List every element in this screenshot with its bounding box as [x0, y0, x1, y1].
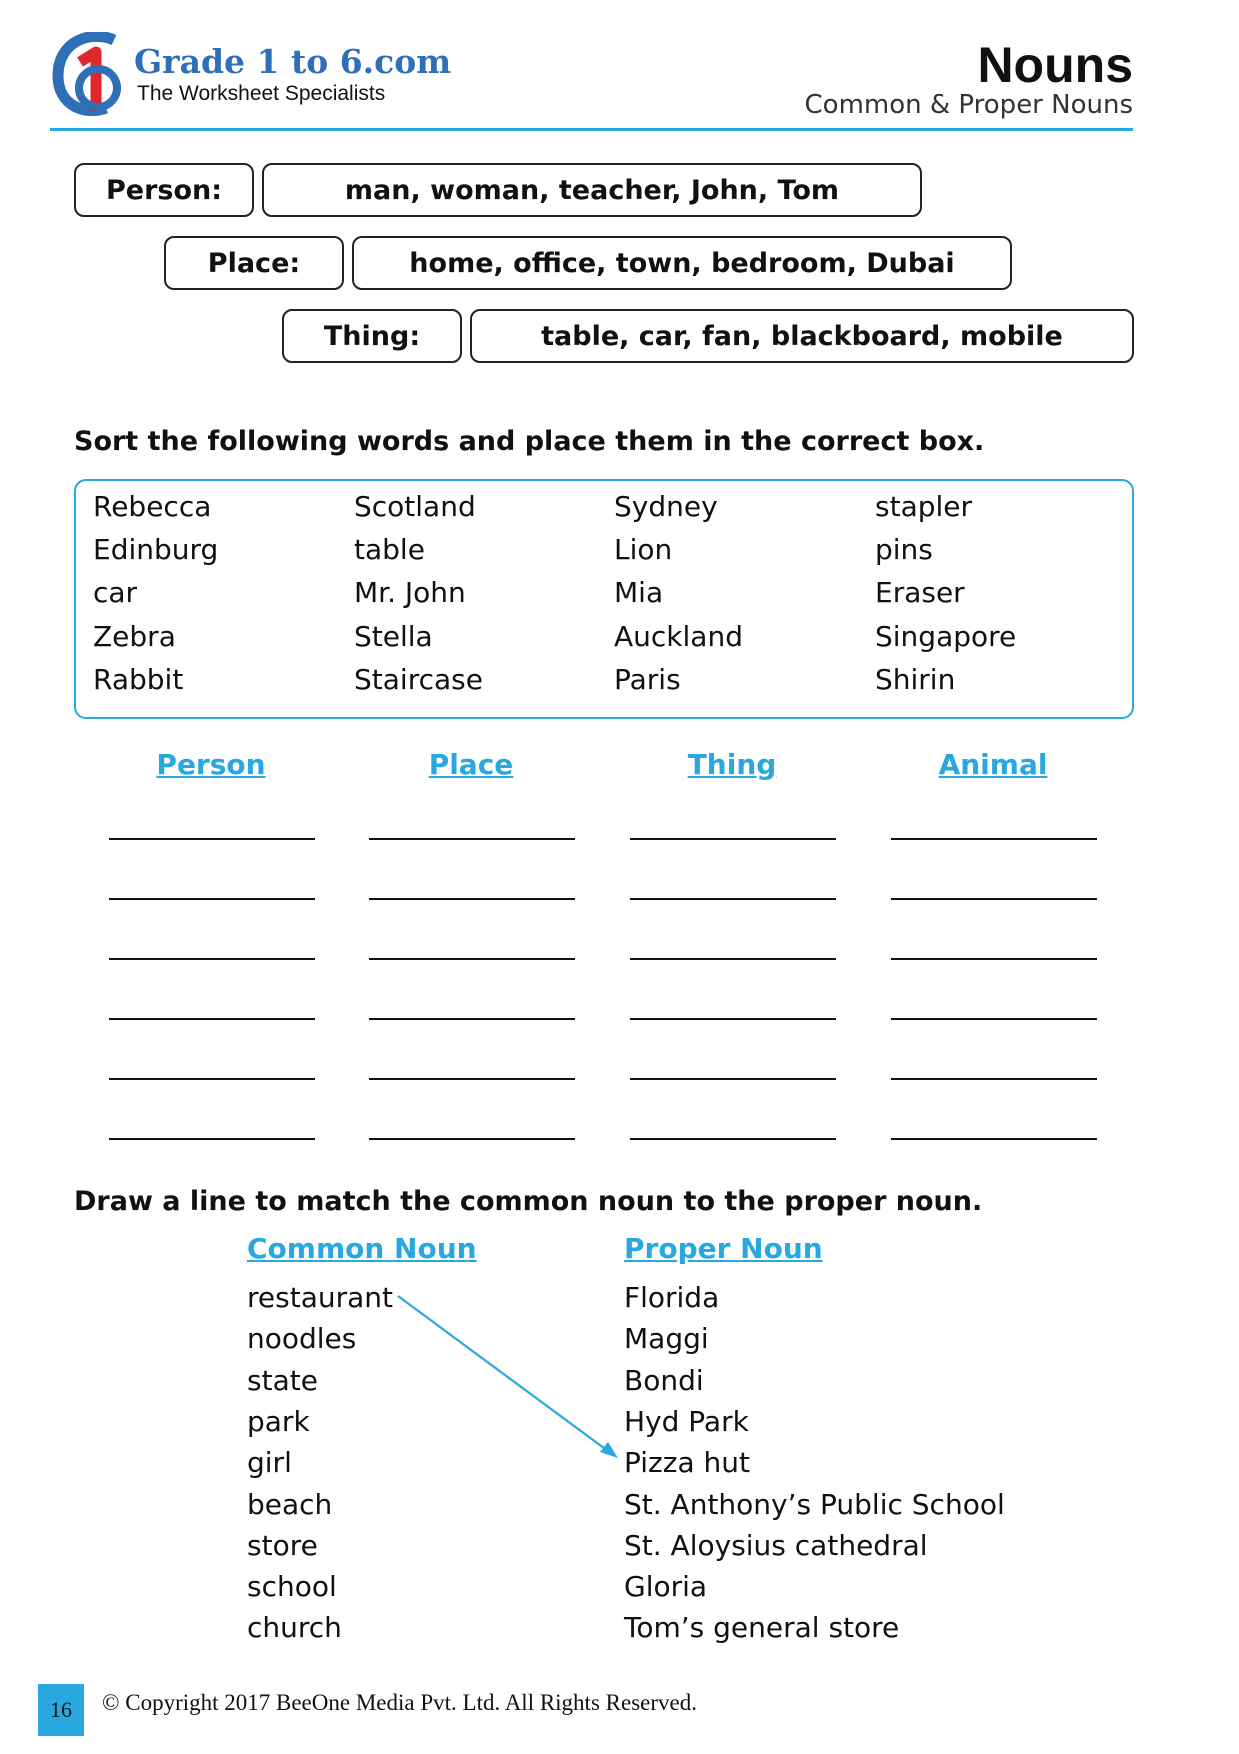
common-noun-item[interactable]: church [247, 1611, 342, 1644]
word-bank-item: pins [875, 533, 933, 566]
word-bank-item: Rabbit [93, 663, 184, 696]
copyright-text: © Copyright 2017 BeeOne Media Pvt. Ltd. All Rights Reserved. [102, 1690, 697, 1715]
answer-blank-line[interactable] [891, 898, 1097, 900]
answer-blank-line[interactable] [369, 838, 575, 840]
category-label-thing: Thing: [282, 309, 462, 363]
common-noun-item[interactable]: state [247, 1364, 318, 1397]
answer-heading-person: Person [156, 748, 266, 781]
word-bank-item: Zebra [93, 620, 176, 653]
proper-noun-item[interactable]: St. Anthony’s Public School [624, 1488, 1005, 1521]
answer-heading-place: Place [428, 748, 514, 781]
word-bank-item: stapler [875, 490, 973, 523]
answer-heading-animal: Animal [938, 748, 1048, 781]
answer-blank-line[interactable] [369, 1138, 575, 1140]
answer-blank-line[interactable] [369, 1018, 575, 1020]
common-noun-item[interactable]: park [247, 1405, 310, 1438]
proper-noun-heading: Proper Noun [624, 1232, 823, 1265]
word-bank-item: Mia [614, 576, 664, 609]
word-bank-item: Lion [614, 533, 673, 566]
category-label-person: Person: [74, 163, 254, 217]
answer-blank-line[interactable] [630, 1018, 836, 1020]
answer-blank-line[interactable] [630, 1138, 836, 1140]
word-bank-item: Scotland [354, 490, 476, 523]
answer-blank-line[interactable] [630, 898, 836, 900]
page-title: Nouns [977, 37, 1133, 93]
proper-noun-item[interactable]: Hyd Park [624, 1405, 749, 1438]
answer-blank-line[interactable] [369, 1078, 575, 1080]
category-examples-thing: table, car, fan, blackboard, mobile [470, 309, 1134, 363]
common-noun-item[interactable]: school [247, 1570, 337, 1603]
word-bank-item: Stella [354, 620, 433, 653]
category-examples-person: man, woman, teacher, John, Tom [262, 163, 922, 217]
answer-blank-line[interactable] [109, 1018, 315, 1020]
word-bank-item: table [354, 533, 425, 566]
word-bank-item: Shirin [875, 663, 956, 696]
brand-tagline: The Worksheet Specialists [137, 82, 386, 105]
word-bank-box [74, 479, 1134, 719]
category-label-place: Place: [164, 236, 344, 290]
proper-noun-item[interactable]: Florida [624, 1281, 720, 1314]
answer-blank-line[interactable] [891, 1078, 1097, 1080]
answer-blank-line[interactable] [369, 958, 575, 960]
answer-blank-line[interactable] [109, 1078, 315, 1080]
answer-blank-line[interactable] [109, 898, 315, 900]
proper-noun-item[interactable]: Tom’s general store [624, 1611, 900, 1644]
common-noun-heading: Common Noun [247, 1232, 477, 1265]
answer-blank-line[interactable] [891, 1138, 1097, 1140]
answer-blank-line[interactable] [109, 958, 315, 960]
word-bank-item: Sydney [614, 490, 718, 523]
answer-blank-line[interactable] [891, 958, 1097, 960]
answer-blank-line[interactable] [630, 838, 836, 840]
common-noun-item[interactable]: girl [247, 1446, 292, 1479]
proper-noun-item[interactable]: Pizza hut [624, 1446, 750, 1479]
word-bank-item: Eraser [875, 576, 965, 609]
grade-logo-icon [52, 32, 136, 116]
page-subtitle: Common & Proper Nouns [804, 90, 1133, 120]
category-examples-place: home, office, town, bedroom, Dubai [352, 236, 1012, 290]
sort-instruction: Sort the following words and place them in the correct box. [74, 426, 985, 457]
proper-noun-item[interactable]: Bondi [624, 1364, 704, 1397]
common-noun-item[interactable]: restaurant [247, 1281, 393, 1314]
brand-name: Grade 1 to 6.com [134, 42, 452, 81]
word-bank-item: Mr. John [354, 576, 466, 609]
answer-blank-line[interactable] [630, 1078, 836, 1080]
header-divider [50, 128, 1133, 131]
word-bank-item: Staircase [354, 663, 483, 696]
proper-noun-item[interactable]: Gloria [624, 1570, 708, 1603]
proper-noun-item[interactable]: St. Aloysius cathedral [624, 1529, 928, 1562]
answer-blank-line[interactable] [369, 898, 575, 900]
match-instruction: Draw a line to match the common noun to the proper noun. [74, 1186, 983, 1217]
common-noun-item[interactable]: noodles [247, 1322, 357, 1355]
page-number: 16 [38, 1684, 84, 1736]
proper-noun-item[interactable]: Maggi [624, 1322, 709, 1355]
answer-blank-line[interactable] [630, 958, 836, 960]
answer-blank-line[interactable] [891, 838, 1097, 840]
word-bank-item: Rebecca [93, 490, 212, 523]
answer-blank-line[interactable] [109, 838, 315, 840]
word-bank-item: Auckland [614, 620, 743, 653]
word-bank-item: Edinburg [93, 533, 219, 566]
answer-blank-line[interactable] [891, 1018, 1097, 1020]
answer-heading-thing: Thing [687, 748, 777, 781]
common-noun-item[interactable]: store [247, 1529, 318, 1562]
word-bank-item: car [93, 576, 138, 609]
word-bank-item: Paris [614, 663, 681, 696]
answer-blank-line[interactable] [109, 1138, 315, 1140]
example-match-arrow [390, 1290, 630, 1470]
word-bank-item: Singapore [875, 620, 1017, 653]
common-noun-item[interactable]: beach [247, 1488, 333, 1521]
